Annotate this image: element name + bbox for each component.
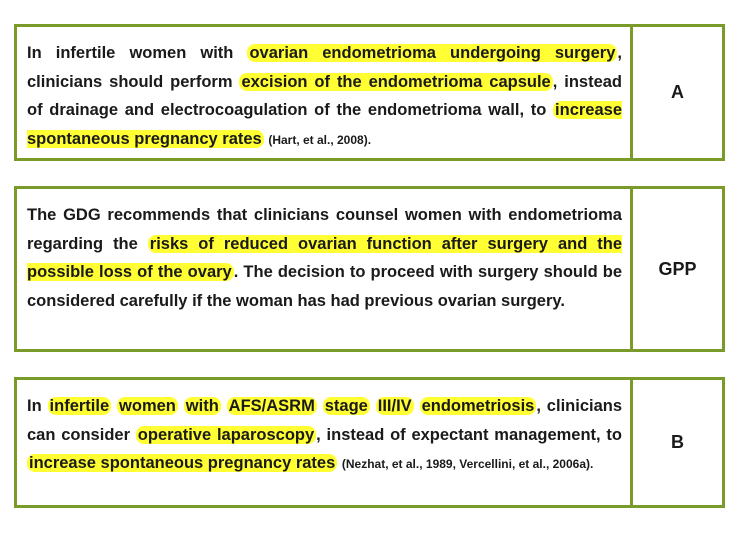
text-segment: . The decision to proceed with surgery should be considered carefully if the woman has had previous ovarian surgery. — [27, 263, 623, 310]
highlighted-phrase: increase spontaneous pregnancy rates — [29, 454, 336, 472]
highlighted-phrase: stage — [324, 397, 368, 415]
text-segment: In — [27, 397, 48, 415]
text-segment: , instead of expectant management, to — [316, 425, 623, 444]
citation: (Hart, et al., 2008). — [268, 132, 372, 147]
highlighted-phrase: women — [119, 397, 176, 415]
highlighted-phrase: III/IV — [377, 397, 412, 415]
text-segment: , instead of drainage and electrocoagulation of the endometrioma wall, to — [27, 72, 623, 119]
highlighted-phrase: ovarian endometrioma undergoing surgery — [249, 44, 616, 62]
text-segment: The GDG recommends that clinicians counsel women with endometrioma regarding the — [27, 206, 622, 253]
citation: (Nezhat, et al., 1989, Vercellini, et al., 2006a). — [341, 457, 594, 471]
text-segment — [317, 397, 323, 415]
recommendation-text — [17, 27, 633, 158]
recommendation-text — [17, 380, 633, 505]
highlighted-phrase: increase spontaneous pregnancy rates — [27, 101, 622, 148]
recommendation-text — [17, 189, 633, 349]
highlighted-phrase: operative laparoscopy — [137, 425, 315, 444]
highlighted-phrase: infertile — [49, 397, 110, 415]
highlighted-phrase: risks of reduced ovarian function after surgery and the possible loss of the ovary — [27, 234, 623, 281]
text-segment: , clinicians should perform — [27, 44, 622, 91]
text-segment — [370, 397, 376, 415]
grade-label: GPP — [658, 258, 697, 279]
highlighted-phrase: excision of the endometrioma capsule — [241, 72, 551, 91]
recommendation-box-3 — [14, 377, 725, 508]
recommendation-box-2 — [14, 186, 725, 352]
grade-label: B — [671, 432, 684, 452]
highlighted-phrase: AFS/ASRM — [228, 397, 315, 415]
text-segment: , clinicians can consider — [27, 397, 623, 444]
highlighted-phrase: with — [185, 397, 219, 415]
text-segment — [178, 397, 184, 415]
grade-label: A — [671, 82, 684, 102]
text-segment — [414, 397, 420, 415]
text-segment — [221, 397, 227, 415]
text-segment: In infertile women with — [27, 44, 248, 62]
highlighted-phrase: endometriosis — [421, 397, 535, 415]
recommendation-box-1 — [14, 24, 725, 161]
